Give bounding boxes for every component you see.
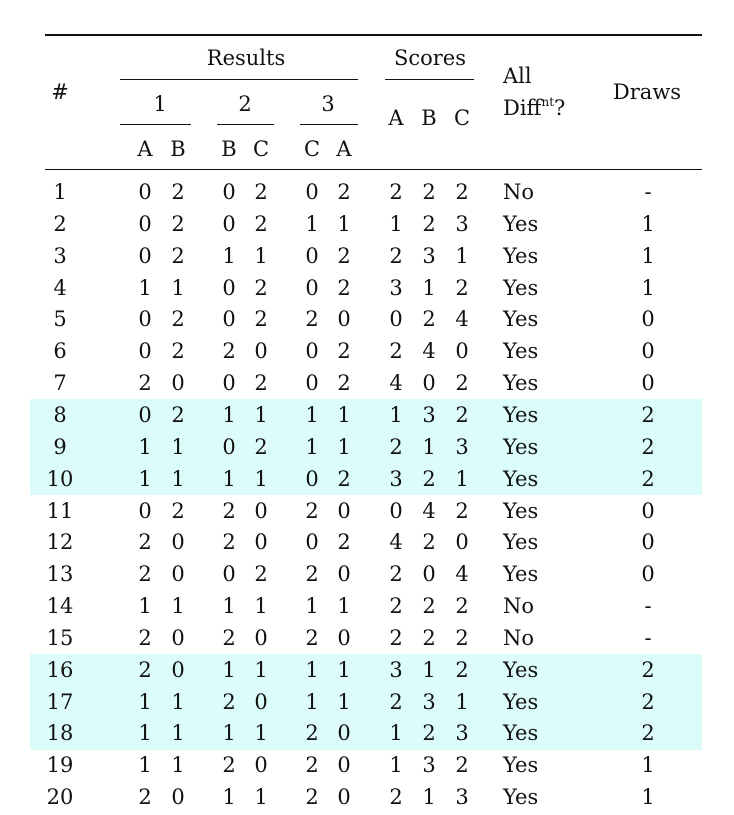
game2-rule bbox=[217, 124, 274, 125]
cell-g3-a: 0 bbox=[305, 180, 319, 204]
cell-score-b: 3 bbox=[422, 402, 436, 427]
cell-g2-a: 1 bbox=[222, 594, 236, 619]
cell-g3-a: 1 bbox=[305, 657, 319, 682]
cell-score-c: 2 bbox=[455, 657, 469, 682]
cell-score-c: 3 bbox=[455, 211, 469, 236]
cell-g2-b: 0 bbox=[254, 753, 268, 778]
cell-g2-a: 2 bbox=[222, 339, 236, 364]
cell-g1-a: 0 bbox=[138, 180, 152, 204]
cell-score-b: 2 bbox=[422, 625, 436, 650]
cell-g2-b: 2 bbox=[254, 211, 268, 236]
cell-g2-b: 1 bbox=[254, 721, 268, 746]
cell-g3-a: 0 bbox=[305, 466, 319, 491]
cell-num: 16 bbox=[46, 657, 74, 682]
cell-num: 4 bbox=[53, 275, 67, 300]
scores-rule bbox=[385, 79, 474, 80]
cell-num: 5 bbox=[53, 307, 67, 332]
header-game1: 1 bbox=[153, 92, 167, 116]
cell-score-c: 3 bbox=[455, 434, 469, 459]
cell-draws: 1 bbox=[641, 275, 655, 300]
cell-g2-a: 1 bbox=[222, 243, 236, 268]
cell-g1-a: 2 bbox=[138, 785, 152, 810]
cell-g1-a: 1 bbox=[138, 594, 152, 619]
cell-g1-a: 2 bbox=[138, 625, 152, 650]
cell-g1-b: 1 bbox=[171, 689, 185, 714]
cell-g2-b: 2 bbox=[254, 434, 268, 459]
cell-g2-a: 1 bbox=[222, 785, 236, 810]
cell-g1-b: 1 bbox=[171, 753, 185, 778]
cell-g2-b: 0 bbox=[254, 498, 268, 523]
cell-score-b: 0 bbox=[422, 371, 436, 396]
cell-g1-b: 0 bbox=[171, 562, 185, 587]
cell-g3-a: 1 bbox=[305, 434, 319, 459]
header-all-diff-line2: Diff$^{nt}$? bbox=[503, 95, 566, 120]
header-all-diff-line1: All bbox=[503, 64, 532, 88]
cell-g3-b: 1 bbox=[337, 594, 351, 619]
cell-all-different: Yes bbox=[503, 371, 539, 396]
cell-draws: 0 bbox=[641, 498, 655, 523]
header-game2: 2 bbox=[238, 92, 252, 116]
cell-all-different: Yes bbox=[503, 498, 539, 523]
cell-all-different: Yes bbox=[503, 275, 539, 300]
cell-g2-b: 2 bbox=[254, 562, 268, 587]
cell-g3-b: 0 bbox=[337, 307, 351, 332]
cell-g2-a: 0 bbox=[222, 371, 236, 396]
cell-g2-a: 0 bbox=[222, 307, 236, 332]
header-g2-a: B bbox=[221, 137, 237, 161]
cell-score-b: 4 bbox=[422, 339, 436, 364]
cell-score-c: 3 bbox=[455, 721, 469, 746]
cell-num: 20 bbox=[46, 785, 74, 810]
cell-draws: 0 bbox=[641, 339, 655, 364]
header-score-a: A bbox=[388, 106, 404, 130]
cell-score-a: 2 bbox=[389, 594, 403, 619]
cell-draws: - bbox=[644, 594, 652, 619]
cell-g1-a: 0 bbox=[138, 243, 152, 268]
cell-score-a: 1 bbox=[389, 753, 403, 778]
cell-all-different: Yes bbox=[503, 721, 539, 746]
cell-g3-b: 2 bbox=[337, 180, 351, 204]
cell-g2-a: 2 bbox=[222, 753, 236, 778]
cell-g3-b: 1 bbox=[337, 657, 351, 682]
cell-g1-b: 0 bbox=[171, 625, 185, 650]
cell-g1-b: 1 bbox=[171, 594, 185, 619]
cell-g2-b: 1 bbox=[254, 243, 268, 268]
cell-g1-b: 0 bbox=[171, 371, 185, 396]
cell-all-different: Yes bbox=[503, 530, 539, 555]
cell-g3-a: 2 bbox=[305, 753, 319, 778]
cell-g1-b: 2 bbox=[171, 498, 185, 523]
cell-num: 3 bbox=[53, 243, 67, 268]
cell-score-b: 1 bbox=[422, 434, 436, 459]
cell-score-a: 2 bbox=[389, 243, 403, 268]
cell-g3-a: 2 bbox=[305, 721, 319, 746]
cell-score-b: 2 bbox=[422, 530, 436, 555]
header-g3-a: C bbox=[303, 137, 321, 161]
cell-draws: 0 bbox=[641, 530, 655, 555]
cell-g2-b: 1 bbox=[254, 785, 268, 810]
cell-g2-a: 0 bbox=[222, 275, 236, 300]
cell-g3-b: 0 bbox=[337, 785, 351, 810]
header-score-b: B bbox=[421, 106, 437, 130]
cell-g1-a: 2 bbox=[138, 657, 152, 682]
cell-g1-b: 2 bbox=[171, 402, 185, 427]
cell-g1-a: 1 bbox=[138, 721, 152, 746]
cell-g3-b: 0 bbox=[337, 498, 351, 523]
cell-all-different: Yes bbox=[503, 243, 539, 268]
cell-score-a: 1 bbox=[389, 211, 403, 236]
cell-score-a: 3 bbox=[389, 657, 403, 682]
cell-all-different: Yes bbox=[503, 339, 539, 364]
cell-score-c: 4 bbox=[455, 562, 469, 587]
cell-draws: 1 bbox=[641, 211, 655, 236]
results-rule bbox=[120, 79, 358, 80]
cell-num: 12 bbox=[46, 530, 74, 555]
cell-draws: 0 bbox=[641, 307, 655, 332]
cell-num: 17 bbox=[46, 689, 74, 714]
cell-draws: - bbox=[644, 180, 652, 204]
header-g3-b: A bbox=[336, 137, 352, 161]
cell-g2-a: 2 bbox=[222, 530, 236, 555]
cell-score-b: 1 bbox=[422, 275, 436, 300]
cell-all-different: Yes bbox=[503, 466, 539, 491]
cell-score-a: 1 bbox=[389, 402, 403, 427]
cell-score-b: 1 bbox=[422, 785, 436, 810]
cell-score-b: 2 bbox=[422, 180, 436, 204]
cell-num: 9 bbox=[53, 434, 67, 459]
cell-score-b: 1 bbox=[422, 657, 436, 682]
cell-num: 7 bbox=[53, 371, 67, 396]
row-highlight bbox=[30, 686, 702, 718]
cell-g1-a: 1 bbox=[138, 466, 152, 491]
cell-g1-a: 2 bbox=[138, 562, 152, 587]
cell-g3-b: 0 bbox=[337, 753, 351, 778]
cell-draws: 0 bbox=[641, 562, 655, 587]
cell-g1-b: 1 bbox=[171, 434, 185, 459]
cell-g3-b: 1 bbox=[337, 434, 351, 459]
cell-g3-b: 2 bbox=[337, 243, 351, 268]
row-highlight bbox=[30, 431, 702, 463]
cell-g3-a: 0 bbox=[305, 371, 319, 396]
cell-score-a: 4 bbox=[389, 530, 403, 555]
cell-score-a: 3 bbox=[389, 275, 403, 300]
cell-g2-a: 0 bbox=[222, 180, 236, 204]
cell-score-a: 1 bbox=[389, 721, 403, 746]
cell-score-b: 0 bbox=[422, 562, 436, 587]
row-highlight bbox=[30, 399, 702, 431]
cell-g3-a: 2 bbox=[305, 307, 319, 332]
cell-score-c: 2 bbox=[455, 402, 469, 427]
cell-g1-a: 0 bbox=[138, 307, 152, 332]
cell-draws: 2 bbox=[641, 434, 655, 459]
cell-g1-a: 1 bbox=[138, 689, 152, 714]
cell-draws: 1 bbox=[641, 243, 655, 268]
cell-g3-b: 1 bbox=[337, 689, 351, 714]
cell-score-c: 2 bbox=[455, 753, 469, 778]
row-highlight bbox=[30, 654, 702, 686]
cell-num: 10 bbox=[46, 466, 74, 491]
cell-g1-a: 0 bbox=[138, 211, 152, 236]
cell-score-a: 2 bbox=[389, 562, 403, 587]
cell-score-c: 2 bbox=[455, 498, 469, 523]
cell-g3-b: 2 bbox=[337, 339, 351, 364]
cell-g3-a: 1 bbox=[305, 689, 319, 714]
cell-g2-b: 1 bbox=[254, 402, 268, 427]
cell-all-different: Yes bbox=[503, 689, 539, 714]
cell-g3-b: 0 bbox=[337, 721, 351, 746]
cell-g3-a: 1 bbox=[305, 402, 319, 427]
cell-score-b: 2 bbox=[422, 721, 436, 746]
cell-draws: 2 bbox=[641, 466, 655, 491]
cell-g3-a: 0 bbox=[305, 243, 319, 268]
cell-score-c: 3 bbox=[455, 785, 469, 810]
cell-g3-b: 2 bbox=[337, 371, 351, 396]
cell-g1-a: 0 bbox=[138, 402, 152, 427]
cell-score-a: 2 bbox=[389, 689, 403, 714]
cell-score-b: 2 bbox=[422, 307, 436, 332]
cell-score-c: 1 bbox=[455, 466, 469, 491]
cell-g1-b: 1 bbox=[171, 466, 185, 491]
cell-score-b: 2 bbox=[422, 594, 436, 619]
cell-g2-b: 2 bbox=[254, 180, 268, 204]
cell-g3-b: 0 bbox=[337, 562, 351, 587]
cell-num: 14 bbox=[46, 594, 74, 619]
cell-g1-b: 2 bbox=[171, 243, 185, 268]
cell-g3-b: 2 bbox=[337, 466, 351, 491]
cell-score-a: 2 bbox=[389, 785, 403, 810]
cell-num: 2 bbox=[53, 211, 67, 236]
cell-g1-a: 2 bbox=[138, 530, 152, 555]
cell-score-c: 0 bbox=[455, 530, 469, 555]
cell-g3-b: 0 bbox=[337, 625, 351, 650]
cell-score-c: 2 bbox=[455, 180, 469, 204]
cell-all-different: No bbox=[503, 180, 535, 204]
cell-g3-b: 1 bbox=[337, 211, 351, 236]
cell-num: 15 bbox=[46, 625, 74, 650]
cell-g1-a: 2 bbox=[138, 371, 152, 396]
cell-score-a: 3 bbox=[389, 466, 403, 491]
game1-rule bbox=[120, 124, 191, 125]
cell-score-a: 2 bbox=[389, 180, 403, 204]
cell-g2-a: 2 bbox=[222, 625, 236, 650]
cell-g2-a: 2 bbox=[222, 498, 236, 523]
cell-score-c: 2 bbox=[455, 594, 469, 619]
cell-draws: - bbox=[644, 625, 652, 650]
cell-g2-b: 2 bbox=[254, 371, 268, 396]
cell-all-different: Yes bbox=[503, 402, 539, 427]
row-highlight bbox=[30, 463, 702, 495]
cell-score-a: 0 bbox=[389, 498, 403, 523]
cell-draws: 2 bbox=[641, 689, 655, 714]
cell-score-b: 3 bbox=[422, 753, 436, 778]
cell-all-different: Yes bbox=[503, 434, 539, 459]
cell-score-c: 2 bbox=[455, 625, 469, 650]
cell-g2-a: 1 bbox=[222, 721, 236, 746]
cell-g1-b: 2 bbox=[171, 211, 185, 236]
cell-score-b: 3 bbox=[422, 689, 436, 714]
cell-score-c: 4 bbox=[455, 307, 469, 332]
cell-g2-a: 2 bbox=[222, 689, 236, 714]
cell-draws: 2 bbox=[641, 402, 655, 427]
header-bottom-rule bbox=[45, 169, 702, 170]
header-scores: Scores bbox=[393, 46, 467, 70]
cell-g2-a: 0 bbox=[222, 211, 236, 236]
cell-draws: 1 bbox=[641, 785, 655, 810]
cell-g2-b: 0 bbox=[254, 339, 268, 364]
cell-score-a: 0 bbox=[389, 307, 403, 332]
cell-g2-b: 1 bbox=[254, 594, 268, 619]
cell-all-different: Yes bbox=[503, 562, 539, 587]
cell-g2-b: 1 bbox=[254, 466, 268, 491]
cell-g1-b: 2 bbox=[171, 339, 185, 364]
cell-g1-b: 0 bbox=[171, 785, 185, 810]
cell-g2-b: 1 bbox=[254, 657, 268, 682]
cell-g2-b: 2 bbox=[254, 307, 268, 332]
top-rule bbox=[45, 34, 702, 36]
cell-g3-a: 0 bbox=[305, 530, 319, 555]
cell-all-different: No bbox=[503, 625, 535, 650]
header-game3: 3 bbox=[321, 92, 335, 116]
cell-g2-a: 1 bbox=[222, 657, 236, 682]
cell-score-c: 0 bbox=[455, 339, 469, 364]
cell-g3-a: 2 bbox=[305, 562, 319, 587]
cell-g3-a: 1 bbox=[305, 594, 319, 619]
cell-all-different: Yes bbox=[503, 211, 539, 236]
cell-g1-a: 1 bbox=[138, 753, 152, 778]
cell-g3-a: 0 bbox=[305, 339, 319, 364]
cell-g3-a: 2 bbox=[305, 498, 319, 523]
cell-num: 11 bbox=[46, 498, 74, 523]
header-num: # bbox=[51, 80, 69, 104]
cell-g1-a: 1 bbox=[138, 434, 152, 459]
cell-g2-b: 0 bbox=[254, 625, 268, 650]
cell-score-c: 1 bbox=[455, 689, 469, 714]
cell-num: 1 bbox=[53, 180, 67, 204]
cell-g2-a: 1 bbox=[222, 466, 236, 491]
cell-g3-b: 1 bbox=[337, 402, 351, 427]
cell-g2-b: 0 bbox=[254, 689, 268, 714]
cell-score-a: 2 bbox=[389, 434, 403, 459]
cell-num: 18 bbox=[46, 721, 74, 746]
cell-g3-b: 2 bbox=[337, 530, 351, 555]
cell-g2-a: 0 bbox=[222, 434, 236, 459]
cell-g1-b: 1 bbox=[171, 721, 185, 746]
game3-rule bbox=[300, 124, 358, 125]
cell-g1-b: 2 bbox=[171, 307, 185, 332]
header-g2-b: C bbox=[252, 137, 270, 161]
cell-all-different: Yes bbox=[503, 657, 539, 682]
row-highlight bbox=[30, 718, 702, 750]
cell-num: 13 bbox=[46, 562, 74, 587]
cell-all-different: No bbox=[503, 594, 535, 619]
cell-draws: 1 bbox=[641, 753, 655, 778]
cell-g1-b: 0 bbox=[171, 657, 185, 682]
cell-g1-a: 0 bbox=[138, 339, 152, 364]
header-g1-b: B bbox=[170, 137, 186, 161]
cell-score-c: 1 bbox=[455, 243, 469, 268]
cell-g1-a: 0 bbox=[138, 498, 152, 523]
cell-g3-a: 2 bbox=[305, 625, 319, 650]
cell-g1-b: 0 bbox=[171, 530, 185, 555]
cell-g1-a: 1 bbox=[138, 275, 152, 300]
cell-g2-a: 1 bbox=[222, 402, 236, 427]
header-draws: Draws bbox=[612, 80, 682, 104]
cell-all-different: Yes bbox=[503, 307, 539, 332]
cell-all-different: Yes bbox=[503, 753, 539, 778]
cell-g3-b: 2 bbox=[337, 275, 351, 300]
cell-score-b: 2 bbox=[422, 466, 436, 491]
cell-num: 8 bbox=[53, 402, 67, 427]
cell-g1-b: 2 bbox=[171, 180, 185, 204]
cell-score-c: 2 bbox=[455, 371, 469, 396]
cell-g2-b: 2 bbox=[254, 275, 268, 300]
cell-score-b: 3 bbox=[422, 243, 436, 268]
cell-g2-b: 0 bbox=[254, 530, 268, 555]
cell-g3-a: 2 bbox=[305, 785, 319, 810]
cell-score-a: 2 bbox=[389, 625, 403, 650]
cell-draws: 2 bbox=[641, 657, 655, 682]
cell-score-a: 4 bbox=[389, 371, 403, 396]
cell-all-different: Yes bbox=[503, 785, 539, 810]
cell-num: 19 bbox=[46, 753, 74, 778]
cell-g2-a: 0 bbox=[222, 562, 236, 587]
header-g1-a: A bbox=[137, 137, 153, 161]
cell-g1-b: 1 bbox=[171, 275, 185, 300]
header-results: Results bbox=[206, 46, 286, 70]
cell-score-c: 2 bbox=[455, 275, 469, 300]
cell-draws: 2 bbox=[641, 721, 655, 746]
cell-score-b: 2 bbox=[422, 211, 436, 236]
cell-score-b: 4 bbox=[422, 498, 436, 523]
cell-g3-a: 0 bbox=[305, 275, 319, 300]
cell-score-a: 2 bbox=[389, 339, 403, 364]
header-score-c: C bbox=[453, 106, 471, 130]
cell-draws: 0 bbox=[641, 371, 655, 396]
cell-g3-a: 1 bbox=[305, 211, 319, 236]
cell-num: 6 bbox=[53, 339, 67, 364]
